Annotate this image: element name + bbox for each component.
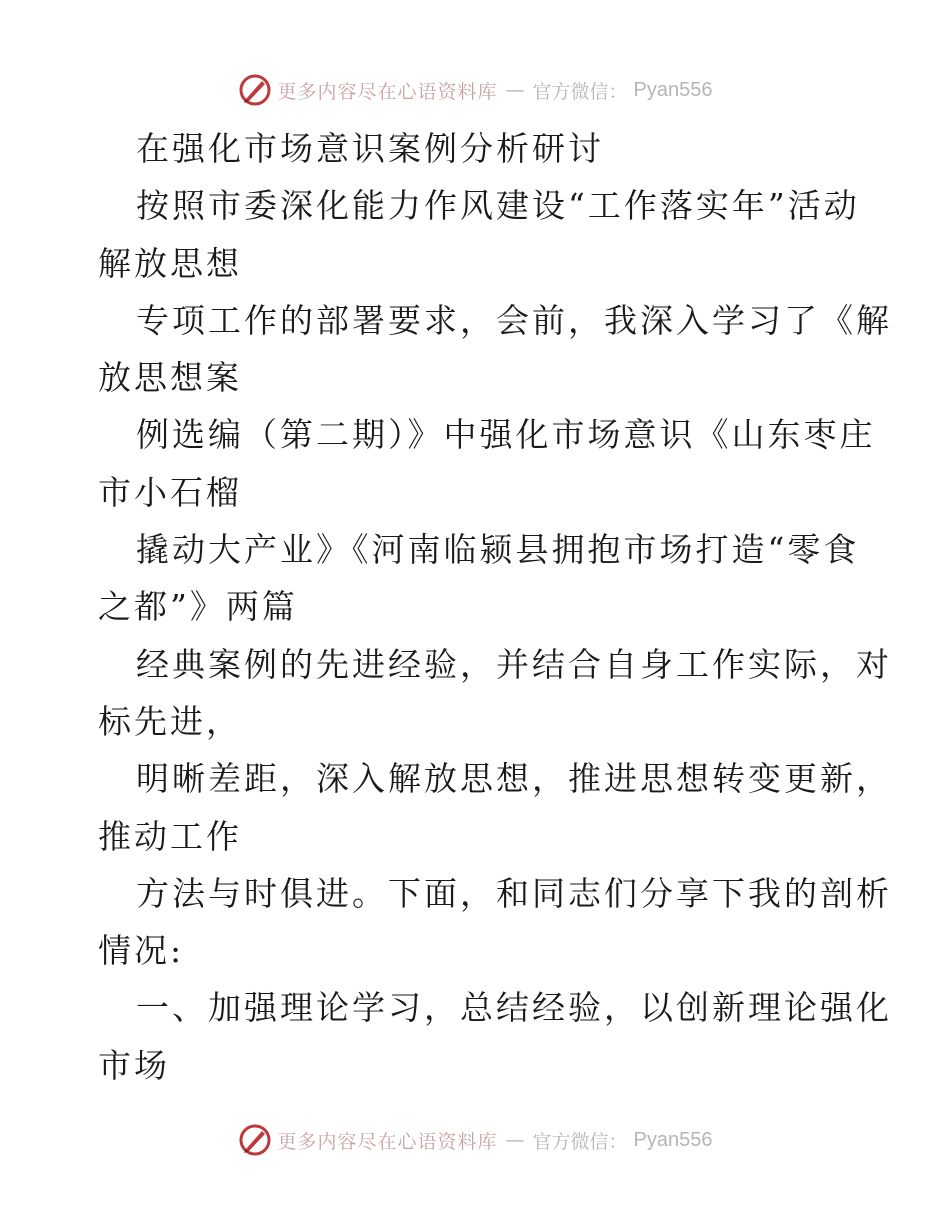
- doc-line: 经典案例的先进经验，并结合自身工作实际，对: [136, 644, 892, 684]
- doc-line: 标先进，: [98, 701, 242, 741]
- document-body: [98, 120, 892, 1094]
- doc-line: 推动工作: [98, 816, 242, 856]
- pen-logo-icon: [238, 1123, 272, 1157]
- doc-line: 市小石榴: [98, 472, 242, 512]
- footer-watermark-content: [238, 1123, 713, 1157]
- footer-watermark-banner: [0, 1120, 950, 1160]
- footer-site-text: 更多内容尽在心语资料库: [277, 1130, 498, 1153]
- doc-line: 撬动大产业》《河南临颍县拥抱市场打造“零食: [136, 530, 860, 570]
- doc-line: 方法与时俱进。下面，和同志们分享下我的剖析: [136, 873, 892, 913]
- footer-dash: —: [505, 1129, 525, 1151]
- doc-line: 之都”》两篇: [98, 587, 298, 627]
- doc-line: 放思想案: [98, 358, 242, 398]
- doc-line: 专项工作的部署要求，会前，我深入学习了《解: [136, 300, 892, 340]
- pen-logo-icon: [238, 73, 272, 107]
- header-official-label: 官方微信：: [532, 80, 628, 103]
- header-site-text: 更多内容尽在心语资料库: [277, 80, 498, 103]
- doc-line: 解放思想: [98, 243, 242, 283]
- header-wechat-id: Pyan556: [633, 78, 713, 101]
- doc-line: 市场: [98, 1045, 170, 1085]
- footer-official-label: 官方微信：: [532, 1130, 628, 1153]
- header-watermark-content: [238, 73, 713, 107]
- doc-line: 情况:: [98, 931, 185, 971]
- doc-line: 在强化市场意识案例分析研讨: [136, 129, 604, 168]
- header-watermark-banner: [0, 70, 950, 110]
- doc-line: 按照市委深化能力作风建设“工作落实年”活动: [136, 186, 860, 226]
- doc-line: 明晰差距，深入解放思想，推进思想转变更新，: [136, 759, 892, 799]
- doc-line: 一、加强理论学习，总结经验，以创新理论强化: [136, 988, 892, 1028]
- footer-wechat-id: Pyan556: [633, 1128, 713, 1151]
- doc-line: 例选编（第二期）》中强化市场意识《山东枣庄: [136, 415, 876, 455]
- header-dash: —: [505, 79, 525, 101]
